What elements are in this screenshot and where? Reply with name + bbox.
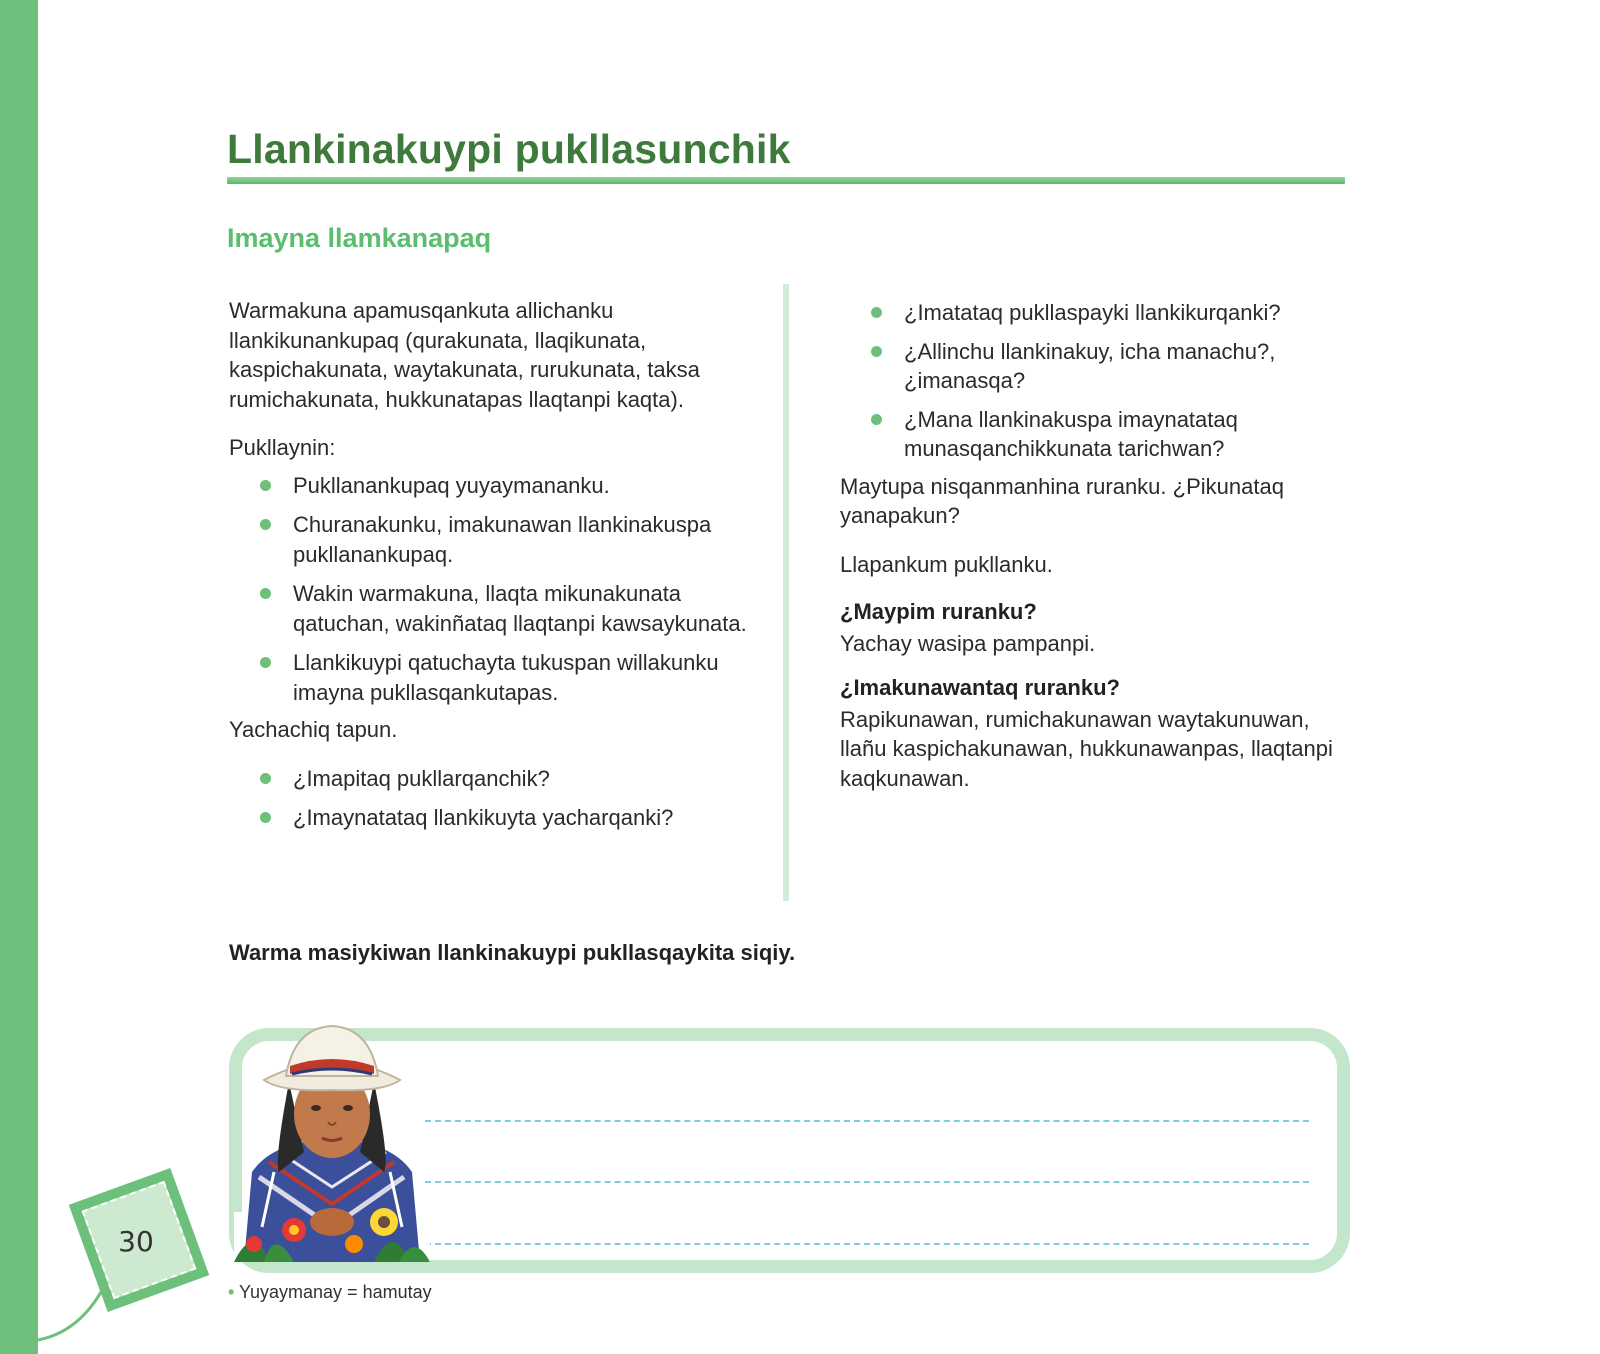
- list-item-text: Churanakunku, imakunawan llankinakuspa pukllanankupaq.: [293, 512, 712, 567]
- title-underline: [227, 177, 1345, 184]
- list-item-text: ¿Mana llankinakuspa imaynatataq munasqanchikkunata tarichwan?: [904, 406, 1238, 461]
- footnote: [228, 1282, 432, 1303]
- bullet-dot-icon: [260, 480, 271, 491]
- list-item-text: ¿Imatataq pukllaspayki llankikurqanki?: [904, 300, 1281, 325]
- bullet-dot-icon: [871, 346, 882, 357]
- drawing-instruction: Warma masiykiwan llankinakuypi pukllasqaykita siqiy.: [229, 940, 796, 965]
- questions-heading: Yachachiq tapun.: [229, 717, 398, 742]
- list-item-text: Pukllanankupaq yuyaymananku.: [293, 472, 610, 498]
- list-item: [229, 648, 749, 707]
- bullet-dot-icon: [260, 588, 271, 599]
- list-item: [840, 405, 1360, 464]
- play-heading: Pukllaynin:: [229, 435, 336, 460]
- list-item: [840, 298, 1360, 328]
- more-questions-list: [840, 298, 1360, 464]
- applause-paragraph: Llapankum pukllanku.: [840, 551, 1053, 577]
- where-heading: ¿Maypim ruranku?: [840, 599, 1037, 624]
- page-title: Llankinakuypi pukllasunchik: [227, 126, 791, 172]
- list-item-text: Llankikuypi qatuchayta tukuspan willakunku imayna pukllasqankutapas.: [293, 650, 719, 705]
- bullet-dot-icon: [260, 812, 271, 823]
- list-item-text: ¿Imapitaq pukllarqanchik?: [293, 765, 550, 791]
- teacher-questions-list: [229, 764, 749, 833]
- conclusion-paragraph: Maytupa nisqanmanhina ruranku. ¿Pikunataq yanapakun?: [840, 473, 1284, 528]
- page-number: 30: [118, 1225, 154, 1258]
- list-item: [229, 803, 749, 833]
- intro-paragraph: Warmakuna apamusqankuta allichanku llankikunankupaq (qurakunata, llaqikunata, kaspichakunata, waytakunata, rurukunata, taksa rumichakunata, hukkunatapas llaqtanpi kaqta).: [229, 298, 700, 412]
- writing-line[interactable]: [425, 1243, 1309, 1245]
- list-item: [229, 579, 749, 638]
- list-item: [229, 764, 749, 794]
- footnote-text: Yuyaymanay = hamutay: [239, 1282, 432, 1302]
- column-divider: [783, 284, 789, 901]
- right-column: [840, 298, 1360, 793]
- bullet-dot-icon: [260, 519, 271, 530]
- bullet-dot-icon: [871, 307, 882, 318]
- where-answer: Yachay wasipa pampanpi.: [840, 630, 1096, 656]
- bullet-dot-icon: [871, 414, 882, 425]
- list-item-text: ¿Imaynatataq llankikuyta yacharqanki?: [293, 805, 674, 830]
- girl-illustration: [234, 1022, 430, 1262]
- bullet-dot-icon: [260, 773, 271, 784]
- list-item-text: ¿Allinchu llankinakuy, icha manachu?, ¿imanasqa?: [904, 338, 1276, 393]
- bullet-dot-icon: [260, 657, 271, 668]
- footnote-dot-icon: •: [228, 1282, 235, 1302]
- writing-line[interactable]: [425, 1120, 1309, 1122]
- list-item: [229, 471, 749, 501]
- list-item-text: Wakin warmakuna, llaqta mikunakunata qatuchan, wakinñataq llaqtanpi kawsaykunata.: [293, 581, 747, 636]
- left-column: [229, 296, 749, 833]
- with-what-heading: ¿Imakunawantaq ruranku?: [840, 675, 1120, 700]
- list-item: [229, 510, 749, 569]
- writing-line[interactable]: [425, 1181, 1309, 1183]
- play-list: [229, 471, 749, 708]
- list-item: [840, 337, 1360, 396]
- section-subtitle: Imayna llamkanapaq: [227, 223, 492, 253]
- with-what-answer: Rapikunawan, rumichakunawan waytakunuwan, llañu kaspichakunawan, hukkunawanpas, llaqtanpi kaqkunawan.: [840, 706, 1333, 791]
